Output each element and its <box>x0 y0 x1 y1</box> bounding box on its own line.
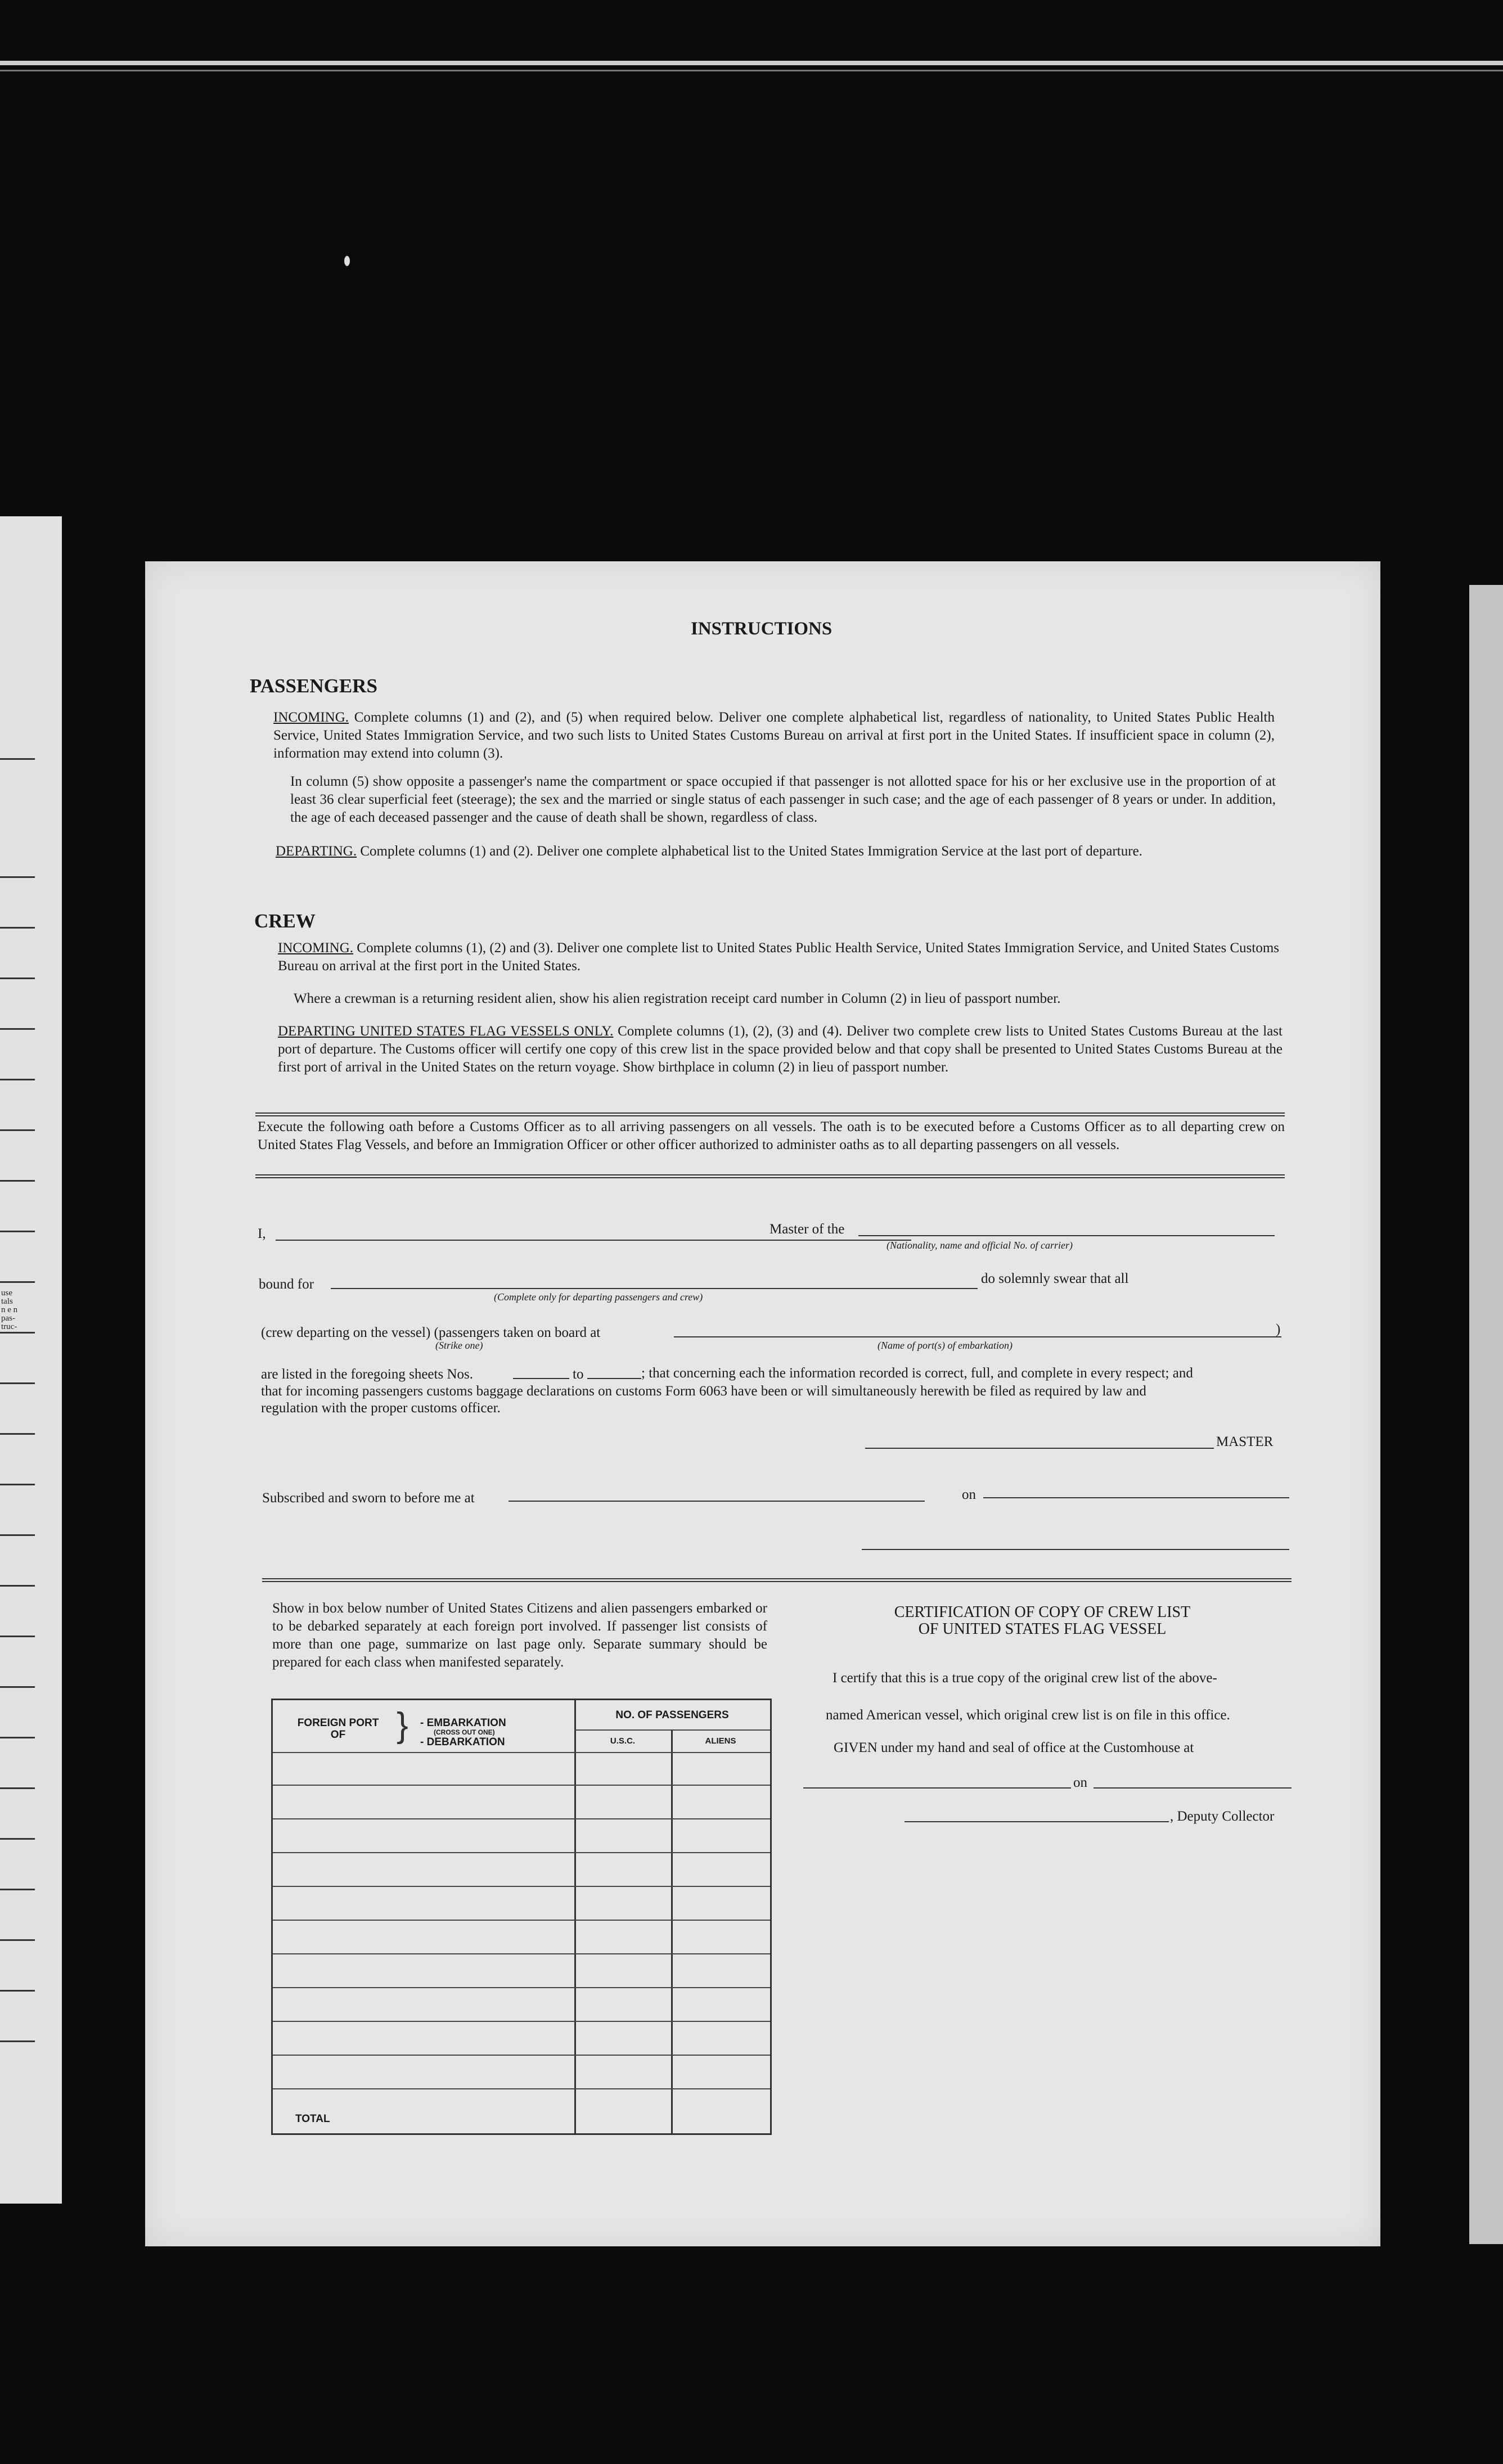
master-name-line[interactable] <box>276 1240 911 1241</box>
aliens-header: ALIENS <box>705 1736 736 1746</box>
departing-label: DEPARTING. <box>276 844 357 859</box>
crew-incoming-label: INCOMING. <box>278 940 354 956</box>
certification-heading <box>820 1604 1264 1638</box>
fragment-line: tals <box>1 1297 13 1306</box>
left-rule <box>0 1382 35 1384</box>
subscribed-label: Subscribed and sworn to before me at <box>262 1490 475 1506</box>
left-rule <box>0 1079 35 1080</box>
certification-date-line[interactable] <box>1094 1787 1292 1789</box>
left-rule <box>0 1889 35 1890</box>
cross-out-one-note: (CROSS OUT ONE) <box>434 1728 495 1736</box>
film-speck <box>344 256 350 266</box>
foreign-port-of-header: FOREIGN PORT OF <box>297 1717 379 1741</box>
left-page-text-fragment <box>1 1289 17 1331</box>
table-row-rule <box>273 1953 770 1954</box>
instructions-title: INSTRUCTIONS <box>691 619 832 639</box>
deputy-signature-line[interactable] <box>904 1821 1169 1822</box>
deputy-collector-label: , Deputy Collector <box>1170 1809 1275 1824</box>
fragment-line: n e n <box>1 1305 18 1314</box>
certification-line2: named American vessel, which original crew list is on file in this office. <box>826 1708 1230 1723</box>
left-rule <box>0 876 35 878</box>
left-rule <box>0 1180 35 1182</box>
film-edge-line <box>0 61 1503 65</box>
left-rule <box>0 1838 35 1840</box>
fragment-line: use <box>1 1289 12 1298</box>
bound-for-label: bound for <box>259 1277 314 1292</box>
film-edge-line-thin <box>0 70 1503 71</box>
passengers-incoming-paragraph <box>273 709 1275 763</box>
certification-line1: I certify that this is a true copy of the original crew list of the above- <box>832 1670 1217 1686</box>
table-header-bottom-rule <box>273 1752 770 1753</box>
passengers-departing-paragraph <box>276 843 1278 861</box>
listed-text-3: that for incoming passengers customs baggage declarations on customs Form 6063 have been or will simultaneously herewith be filed as required by law and <box>261 1384 1146 1399</box>
crew-departing-label: (crew departing on the vessel) (passengers taken on board at <box>261 1325 601 1340</box>
left-rule <box>0 1737 35 1738</box>
left-rule <box>0 1129 35 1131</box>
close-paren: ) <box>1276 1322 1281 1337</box>
left-rule <box>0 1787 35 1789</box>
oath-i-label: I, <box>258 1226 266 1241</box>
table-column-rule <box>574 1700 576 2133</box>
table-column-rule <box>671 1729 673 2133</box>
crew-incoming-text: Complete columns (1), (2) and (3). Deliver one complete list to United States Public Health Service, United States Immigration Service, and United States Customs Bureau on arrival at the first port in the United States. <box>278 940 1279 974</box>
left-rule <box>0 1990 35 1992</box>
table-header-rule <box>574 1729 770 1731</box>
table-row-rule <box>273 1886 770 1887</box>
sheet-to-line[interactable] <box>587 1378 641 1379</box>
no-of-passengers-header: NO. OF PASSENGERS <box>615 1709 729 1721</box>
left-adjacent-page <box>0 516 62 2204</box>
master-of-the-label: Master of the <box>770 1222 845 1237</box>
usc-header: U.S.C. <box>610 1736 636 1746</box>
table-row-rule <box>273 1852 770 1853</box>
listed-text-1: are listed in the foregoing sheets Nos. <box>261 1367 473 1382</box>
certification-heading-line2: OF UNITED STATES FLAG VESSEL <box>918 1620 1167 1638</box>
left-rule <box>0 1231 35 1232</box>
certification-heading-line1: CERTIFICATION OF COPY OF CREW LIST <box>894 1603 1191 1621</box>
bound-for-line[interactable] <box>331 1288 978 1289</box>
strike-one-note: (Strike one) <box>435 1340 483 1351</box>
left-rule <box>0 758 35 760</box>
table-row-rule <box>273 1987 770 1988</box>
officer-signature-line[interactable] <box>862 1549 1289 1550</box>
table-row-rule <box>273 1818 770 1819</box>
left-rule <box>0 1433 35 1435</box>
sheet-from-line[interactable] <box>513 1378 569 1379</box>
passenger-summary-table <box>271 1699 772 2135</box>
table-row-rule <box>273 2088 770 2089</box>
solemnly-swear-label: do solemnly swear that all <box>981 1271 1129 1286</box>
left-rule <box>0 1028 35 1030</box>
incoming-label: INCOMING. <box>273 710 349 725</box>
listed-to: to <box>573 1367 584 1382</box>
table-row-rule <box>273 1920 770 1921</box>
complete-only-note: (Complete only for departing passengers and crew) <box>494 1291 703 1303</box>
left-rule <box>0 1281 35 1283</box>
fragment-line: truc- <box>1 1322 17 1331</box>
left-rule <box>0 978 35 979</box>
crew-heading: CREW <box>254 910 316 932</box>
crew-incoming-paragraph <box>278 939 1279 975</box>
section-divider <box>255 1112 1285 1116</box>
carrier-line[interactable] <box>858 1235 1275 1236</box>
left-rule <box>0 1484 35 1485</box>
embarkation-port-line[interactable] <box>674 1336 1281 1337</box>
left-rule <box>0 2040 35 2042</box>
nationality-note: (Nationality, name and official No. of carrier) <box>886 1240 1073 1251</box>
left-rule <box>0 1534 35 1536</box>
incoming-text: Complete columns (1) and (2), and (5) when required below. Deliver one complete alphabetical list, regardless of nationality, to United States Public Health Service, United States Immigration Service, and two such lists to United States Customs Bureau on arrival at first port in the United States. If insufficient space in column (2), information may extend into column (3). <box>273 710 1275 761</box>
left-rule <box>0 1585 35 1587</box>
form-page <box>145 561 1380 2246</box>
subscribed-on-label: on <box>962 1487 976 1502</box>
left-rule <box>0 927 35 929</box>
departing-text: Complete columns (1) and (2). Deliver one complete alphabetical list to the United States Immigration Service at the last port of departure. <box>357 844 1142 859</box>
flag-vessels-text: Complete columns (1), (2), (3) and (4). Deliver two complete crew lists to United States Customs Bureau at the last port of departure. The Customs officer will certify one copy of this crew list in the space provided below and that copy shall be presented to United States Customs Bureau at the first port of arrival in the United States on the return voyage. Show birthplace in column (2) in lieu of passport number. <box>278 1024 1282 1075</box>
listed-text-2: ; that concerning each the information recorded is correct, full, and complete in every respect; and <box>641 1366 1193 1381</box>
ports-note: (Name of port(s) of embarkation) <box>878 1340 1012 1351</box>
section-divider <box>255 1174 1285 1178</box>
certification-line3: GIVEN under my hand and seal of office at the Customhouse at <box>834 1740 1194 1755</box>
left-rule <box>0 1332 35 1334</box>
left-rule <box>0 1686 35 1688</box>
fragment-line: pas- <box>1 1314 15 1323</box>
embarkation-header: - EMBARKATION <box>420 1717 506 1729</box>
passengers-heading: PASSENGERS <box>250 675 377 697</box>
table-row-rule <box>273 2055 770 2056</box>
subscribed-date-line[interactable] <box>983 1497 1289 1498</box>
table-row-rule <box>273 1785 770 1786</box>
crewman-paragraph: Where a crewman is a returning resident alien, show his alien registration receipt card number in Column (2) in lieu of passport number. <box>294 991 1061 1006</box>
left-rule <box>0 1636 35 1637</box>
flag-vessels-paragraph <box>278 1022 1282 1076</box>
master-label: MASTER <box>1216 1434 1274 1449</box>
total-label: TOTAL <box>295 2113 330 2125</box>
certification-on-label: on <box>1073 1775 1087 1790</box>
master-signature-line[interactable] <box>865 1448 1214 1449</box>
table-row-rule <box>273 2021 770 2022</box>
subscribed-place-line[interactable] <box>508 1501 925 1502</box>
right-adjacent-page <box>1469 585 1503 2244</box>
listed-text-4: regulation with the proper customs officer. <box>261 1400 501 1416</box>
left-rule <box>0 1939 35 1941</box>
flag-vessels-label: DEPARTING UNITED STATES FLAG VESSELS ONLY. <box>278 1024 614 1039</box>
column5-paragraph: In column (5) show opposite a passenger's name the compartment or space occupied if that passenger is not allotted space for his or her exclusive use in the proportion of at least 36 clear superficial feet (steerage); the sex and the married or single status of each passenger in such case; and the age of each passenger of 8 years or under. In addition, the age of each deceased passenger and the cause of death shall be shown, regardless of class. <box>290 774 1276 825</box>
section-divider <box>262 1578 1292 1582</box>
summary-instructions: Show in box below number of United States Citizens and alien passengers embarked or to be debarked separately at each foreign port involved. If passenger list consists of more than one page, summarize on last page only. Separate summary should be prepared for each class when manifested separately. <box>272 1601 767 1670</box>
debarkation-header: - DEBARKATION <box>420 1736 505 1748</box>
oath-instructions: Execute the following oath before a Customs Officer as to all arriving passengers on all vessels. The oath is to be executed before a Customs Officer as to all departing crew on United States Flag Vessels, and before an Immigration Officer or other officer authorized to administer oaths as to all departing passengers on all vessels. <box>258 1119 1285 1152</box>
brace-icon: } <box>397 1706 408 1745</box>
customhouse-line[interactable] <box>803 1787 1071 1789</box>
